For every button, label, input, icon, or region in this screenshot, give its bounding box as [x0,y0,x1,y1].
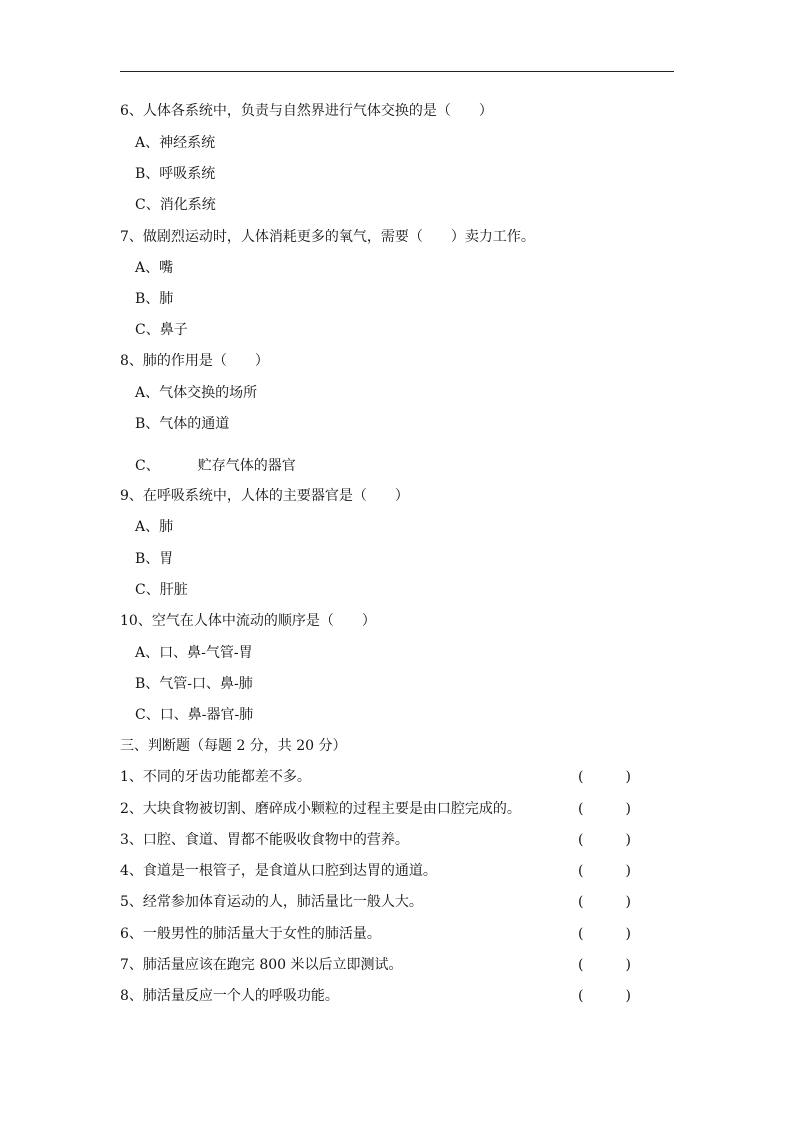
question-9-option-a: A、肺 [135,519,174,535]
question-8-option-a: A、气体交换的场所 [135,385,258,401]
question-6-option-b: B、呼吸系统 [135,166,216,182]
question-10-option-a: A、口、鼻-气管-胃 [135,645,253,661]
tf-item-2: 2、大块食物被切割、磨碎成小颗粒的过程主要是由口腔完成的。 [120,801,521,817]
question-10-option-c: C、口、鼻-器官-肺 [135,707,254,723]
tf-answer-blank-1: ( ) [578,769,631,785]
question-8-option-c-text: 贮存气体的器官 [197,458,296,474]
tf-answer-blank-7: ( ) [578,957,631,973]
tf-item-8: 8、肺活量反应一个人的呼吸功能。 [120,988,339,1004]
tf-answer-blank-4: ( ) [578,863,631,879]
question-10-option-b: B、气管-口、鼻-肺 [135,676,253,692]
question-7-stem: 7、做剧烈运动时，人体消耗更多的氧气，需要（ ）卖力工作。 [120,229,535,245]
question-10-stem: 10、空气在人体中流动的顺序是（ ） [120,613,376,629]
question-8-option-c-prefix: C、 [135,458,160,474]
question-7-option-b: B、肺 [135,291,174,307]
tf-item-4: 4、食道是一根管子，是食道从口腔到达胃的通道。 [120,863,437,879]
question-6-stem: 6、人体各系统中，负责与自然界进行气体交换的是（ ） [120,103,493,119]
tf-item-3: 3、口腔、食道、胃都不能吸收食物中的营养。 [120,832,409,848]
tf-item-5: 5、经常参加体育运动的人，肺活量比一般人大。 [120,894,423,910]
tf-answer-blank-3: ( ) [578,832,631,848]
question-9-stem: 9、在呼吸系统中，人体的主要器官是（ ） [120,488,409,504]
question-8-option-c [135,457,296,475]
question-6-option-c: C、消化系统 [135,197,216,213]
tf-item-6: 6、一般男性的肺活量大于女性的肺活量。 [120,926,381,942]
question-6-option-a: A、神经系统 [135,135,216,151]
section-3-heading: 三、判断题（每题 2 分，共 20 分） [120,738,347,754]
tf-item-1: 1、不同的牙齿功能都差不多。 [120,769,311,785]
question-7-option-a: A、嘴 [135,260,174,276]
question-9-option-b: B、胃 [135,551,174,567]
tf-answer-blank-2: ( ) [578,801,631,817]
question-9-option-c: C、肝脏 [135,582,188,598]
tf-item-7: 7、肺活量应该在跑完 800 米以后立即测试。 [120,957,403,973]
question-7-option-c: C、鼻子 [135,322,188,338]
tf-answer-blank-8: ( ) [578,988,631,1004]
question-8-stem: 8、肺的作用是（ ） [120,353,269,369]
header-rule [120,71,674,72]
tf-answer-blank-5: ( ) [578,894,631,910]
question-8-option-b: B、气体的通道 [135,416,230,432]
tf-answer-blank-6: ( ) [578,926,631,942]
